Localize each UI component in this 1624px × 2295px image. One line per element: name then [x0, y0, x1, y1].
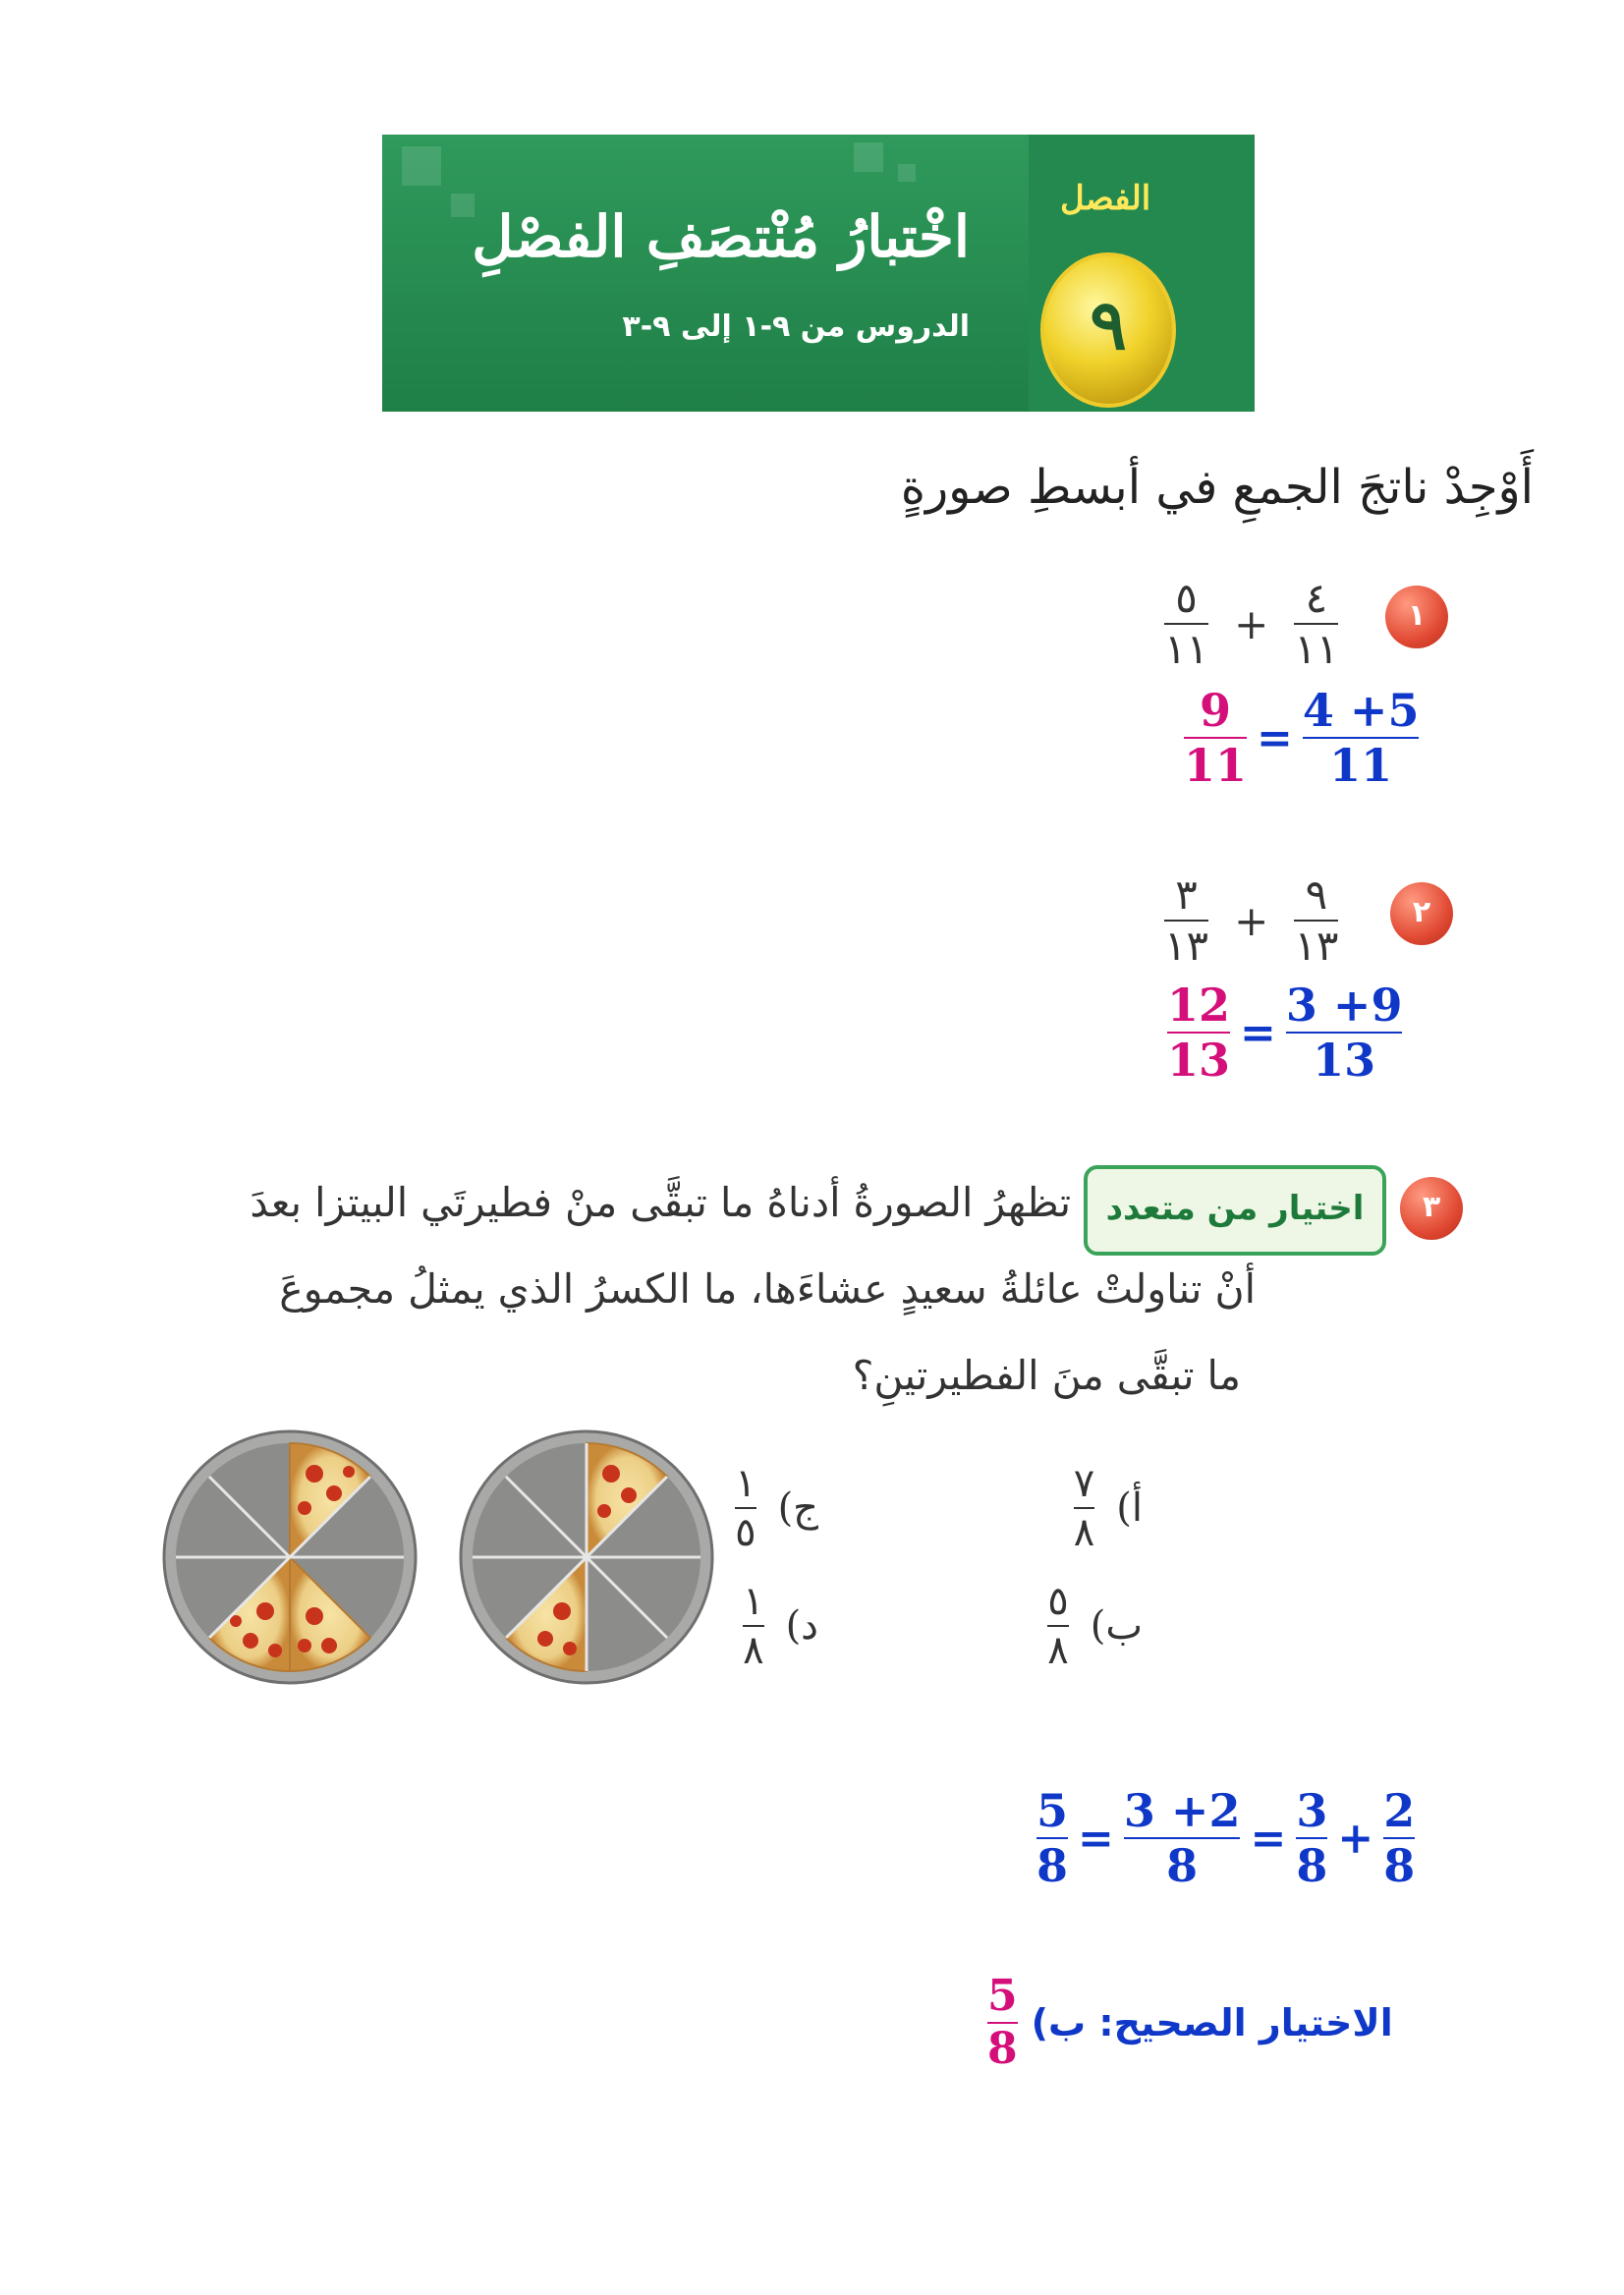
plus-sign: +: [1234, 599, 1269, 648]
page-title: اخْتبارُ مُنْتصَفِ الفصْلِ: [472, 203, 970, 270]
fraction: $\frac{٣}{١٣}$: [1164, 870, 1209, 970]
option-label: د): [785, 1603, 818, 1649]
decorative-square: [898, 164, 916, 182]
fraction: $\frac{٩}{١٣}$: [1294, 870, 1339, 970]
pizzas-illustration: [157, 1425, 727, 1700]
option-label: ب): [1090, 1603, 1143, 1649]
option-a[interactable]: [1073, 1461, 1143, 1555]
problem-2-solution: [1167, 979, 1403, 1087]
problem-3-text-line-3: ما تبقَّى منَ الفطيرتينِ؟: [852, 1352, 1241, 1399]
equals-sign: =: [1257, 712, 1293, 763]
fraction: $\frac{٥}{١١}$: [1164, 574, 1209, 673]
problem-2-expression: [1164, 870, 1339, 970]
chapter-label: الفصل: [1060, 179, 1151, 218]
option-c[interactable]: [735, 1461, 818, 1555]
work-fraction: $\frac{4 +5}{11}$: [1302, 684, 1420, 792]
problem-number-badge: ١: [1385, 586, 1448, 648]
equals-sign: =: [1078, 1813, 1114, 1864]
lessons-range: الدروس من ٩-١ إلى ٩-٣: [622, 309, 970, 344]
option-label: أ): [1116, 1485, 1143, 1531]
result-fraction: $\frac{12}{13}$: [1167, 979, 1231, 1087]
fraction: $\frac{٤}{١١}$: [1294, 574, 1339, 673]
multiple-choice-tag: اختيار من متعدد: [1084, 1165, 1386, 1256]
option-b[interactable]: [1047, 1579, 1143, 1673]
right-pizza: [461, 1431, 712, 1683]
problem-1-solution: [1184, 684, 1420, 792]
result-fraction: $\frac{5}{8}$: [1036, 1784, 1069, 1892]
plus-sign: +: [1337, 1813, 1374, 1864]
option-fraction: $\frac{٧}{٨}$: [1073, 1461, 1095, 1555]
term-fraction: $\frac{2}{8}$: [1383, 1784, 1416, 1892]
plus-sign: +: [1234, 896, 1269, 945]
option-d[interactable]: [743, 1579, 818, 1673]
left-pizza: [164, 1431, 416, 1683]
instruction-heading: أَوْجِدْ ناتجَ الجمعِ في أبسطِ صورةٍ: [900, 460, 1534, 515]
problem-3-text-line-1: تظهرُ الصورةُ أدناهُ ما تبقَّى منْ فطيرتَي البيتزا بعدَ: [250, 1179, 1071, 1226]
correct-answer: [987, 1971, 1393, 2074]
chapter-number-medal: [1040, 252, 1176, 408]
decorative-square: [854, 142, 883, 172]
equals-sign: =: [1240, 1007, 1276, 1058]
problem-number-badge: ٣: [1400, 1177, 1463, 1240]
option-fraction: $\frac{٥}{٨}$: [1047, 1579, 1069, 1673]
option-label: ج): [777, 1485, 818, 1531]
option-fraction: $\frac{١}{٨}$: [743, 1579, 764, 1673]
problem-1-expression: [1164, 574, 1339, 673]
equals-sign: =: [1250, 1813, 1287, 1864]
answer-fraction: $\frac{5}{8}$: [987, 1971, 1018, 2074]
term-fraction: $\frac{3}{8}$: [1296, 1784, 1328, 1892]
problem-3-text-line-2: أنْ تناولتْ عائلةُ سعيدٍ عشاءَها، ما الكسرُ الذي يمثلُ مجموعَ: [279, 1265, 1256, 1313]
problem-3-solution: [1036, 1784, 1416, 1892]
decorative-square: [402, 146, 441, 186]
chapter-banner: [382, 135, 1255, 412]
work-fraction: $\frac{3 +9}{13}$: [1285, 979, 1403, 1087]
result-fraction: $\frac{9}{11}$: [1184, 684, 1248, 792]
option-fraction: $\frac{١}{٥}$: [735, 1461, 756, 1555]
work-fraction: $\frac{3 +2}{8}$: [1123, 1784, 1241, 1892]
chapter-number: ٩: [1090, 284, 1127, 365]
problem-number-badge: ٢: [1390, 882, 1453, 945]
answer-text: الاختيار الصحيح: ب): [1031, 2001, 1393, 2044]
